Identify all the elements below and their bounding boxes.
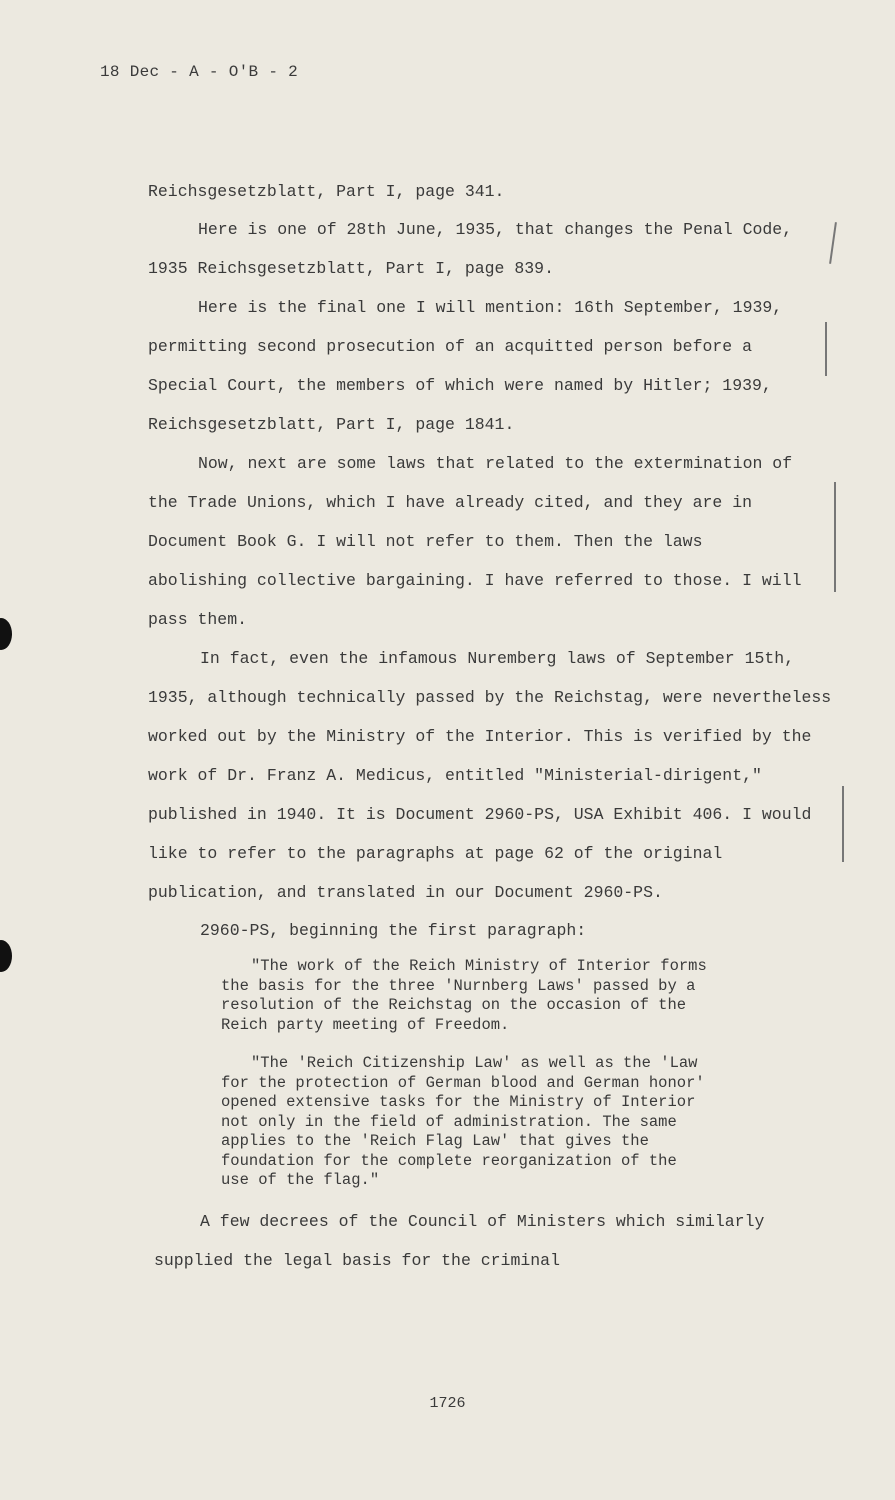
- quotation-1: [221, 957, 707, 1035]
- punch-hole: [0, 618, 12, 650]
- text-line: not only in the field of administration. The same: [221, 1112, 677, 1131]
- text-line: the basis for the three 'Nurnberg Laws' passed by a: [221, 976, 696, 995]
- punch-hole: [0, 940, 12, 972]
- text-line: 1935, although technically passed by the Reichstag, were nevertheless: [148, 688, 832, 707]
- text-line: for the protection of German blood and German honor': [221, 1073, 705, 1092]
- text-line: work of Dr. Franz A. Medicus, entitled "Ministerial-dirigent,": [148, 766, 762, 785]
- text-line: publication, and translated in our Document 2960-PS.: [148, 883, 663, 902]
- margin-mark: [834, 482, 836, 592]
- document-reference: 18 Dec - A - O'B - 2: [100, 63, 299, 81]
- text-line: pass them.: [148, 610, 248, 629]
- text-line: Special Court, the members of which were named by Hitler; 1939,: [148, 376, 772, 395]
- text-line: abolishing collective bargaining. I have referred to those. I will: [148, 571, 802, 590]
- text-line: Now, next are some laws that related to the extermination of: [198, 454, 793, 473]
- text-line: opened extensive tasks for the Ministry of Interior: [221, 1093, 696, 1111]
- text-line: In fact, even the infamous Nuremberg laws of September 15th,: [200, 649, 795, 668]
- text-line: Here is the final one I will mention: 16th September, 1939,: [198, 298, 783, 317]
- text-line: the Trade Unions, which I have already cited, and they are in: [148, 493, 752, 512]
- text-line: worked out by the Ministry of the Interior. This is verified by the: [148, 727, 812, 746]
- paragraph-7: [154, 1202, 764, 1280]
- margin-mark: [842, 786, 844, 862]
- text-line: foundation for the complete reorganization of the: [221, 1151, 677, 1170]
- text-line: Here is one of 28th June, 1935, that changes the Penal Code,: [198, 220, 793, 239]
- paragraph-1: [148, 172, 504, 211]
- text-line: "The 'Reich Citizenship Law' as well as the 'Law: [251, 1054, 698, 1072]
- text-line: Document Book G. I will not refer to them. Then the laws: [148, 532, 703, 551]
- text-line: A few decrees of the Council of Ministers which similarly: [200, 1212, 765, 1231]
- page-number: 1726: [429, 1395, 466, 1412]
- text-line: 1935 Reichsgesetzblatt, Part I, page 839.: [148, 259, 554, 278]
- text-line: applies to the 'Reich Flag Law' that gives the: [221, 1132, 649, 1150]
- text-line: supplied the legal basis for the criminal: [154, 1251, 560, 1270]
- text-line: published in 1940. It is Document 2960-PS, USA Exhibit 406. I would: [148, 805, 812, 824]
- text-line: use of the flag.": [221, 1171, 380, 1189]
- paragraph-3: [148, 288, 782, 444]
- paragraph-5: [148, 639, 831, 912]
- text-line: permitting second prosecution of an acquitted person before a: [148, 337, 752, 356]
- text-line: Reichsgesetzblatt, Part I, page 341.: [148, 182, 505, 201]
- paragraph-6: [200, 911, 586, 950]
- text-line: 2960-PS, beginning the first paragraph:: [200, 921, 587, 940]
- text-line: "The work of the Reich Ministry of Interior forms: [251, 957, 707, 975]
- margin-mark: [829, 222, 837, 264]
- paragraph-2: [148, 210, 792, 288]
- margin-mark: [825, 322, 827, 376]
- quotation-2: [221, 1054, 705, 1191]
- text-line: resolution of the Reichstag on the occasion of the: [221, 996, 687, 1014]
- paragraph-4: [148, 444, 802, 639]
- text-line: like to refer to the paragraphs at page 62 of the original: [148, 844, 723, 863]
- text-line: Reichsgesetzblatt, Part I, page 1841.: [148, 415, 515, 434]
- text-line: Reich party meeting of Freedom.: [221, 1015, 510, 1034]
